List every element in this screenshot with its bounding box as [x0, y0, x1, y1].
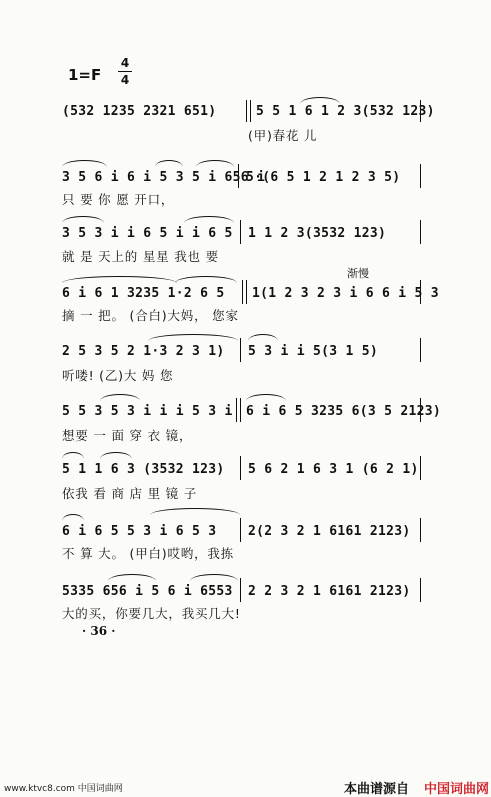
barline	[236, 398, 237, 422]
score-notes-line4-b: 1(1 2 3 2 3 i 6 6 i 5 3	[252, 286, 439, 301]
slur	[100, 452, 132, 459]
slur	[148, 334, 238, 341]
barline	[240, 220, 241, 244]
slur	[62, 160, 107, 167]
score-notes-line1-a: (532 1235 2321 651)	[62, 104, 217, 119]
slur	[62, 452, 84, 459]
time-signature-line	[118, 71, 132, 72]
slur	[100, 394, 140, 401]
barline	[420, 578, 421, 602]
score-notes-line3-b: 1 1 2 3(3532 123)	[248, 226, 387, 241]
slur	[62, 276, 177, 283]
barline	[420, 164, 421, 188]
barline	[246, 280, 247, 304]
slur	[62, 216, 104, 223]
barline	[240, 456, 241, 480]
lyrics-line5: 听喽! (乙)大 妈 您	[62, 368, 174, 383]
barline	[246, 100, 247, 122]
slur	[150, 508, 240, 515]
key-signature: 1=F	[68, 66, 102, 84]
score-notes-line4-a: 6 i 6 1 3235 1·2 6 5	[62, 286, 225, 301]
slur	[108, 574, 156, 581]
score-notes-line2-b: 5·(6 5 1 2 1 2 3 5)	[246, 170, 401, 185]
time-signature-top: 4	[120, 56, 130, 70]
tempo-annotation: 渐慢	[347, 267, 369, 280]
barline	[240, 578, 241, 602]
score-notes-line1-b: 5 5 1 6 1 2 3(532 123)	[256, 104, 435, 119]
barline	[240, 518, 241, 542]
page-number: · 36 ·	[82, 624, 116, 638]
lyrics-line2: 只 要 你 愿 开口，	[62, 192, 175, 207]
score-notes-line3-a: 3 5 3 i i 6 5 i i 6 5	[62, 226, 233, 241]
barline	[420, 398, 421, 422]
score-notes-line9-b: 2 2 3 2 1 6161 2123)	[248, 584, 411, 599]
score-notes-line8-a: 6 i 6 5 5 3 i 6 5 3	[62, 524, 217, 539]
score-notes-line9-a: 5335 656 i 5 6 i 6553	[62, 584, 233, 599]
score-notes-line6-a: 5 5 3 5 3 i i i 5 3 i	[62, 404, 233, 419]
barline	[420, 456, 421, 480]
score-notes-line5-a: 2 5 3 5 2 1·3 2 3 1)	[62, 344, 225, 359]
barline	[420, 338, 421, 362]
score-notes-line7-b: 5 6 2 1 6 3 1 (6 2 1)	[248, 462, 419, 477]
footer-brand-logo[interactable]: 中国词曲网	[424, 782, 490, 797]
barline	[420, 100, 421, 122]
lyrics-line8: 不 算 大。 (甲白)哎哟，我拣	[62, 546, 234, 561]
barline	[420, 518, 421, 542]
barline	[420, 280, 421, 304]
lyrics-line9: 大的买，你要几大，我买几大!	[62, 606, 241, 621]
slur	[190, 574, 238, 581]
barline	[240, 398, 241, 422]
slur	[248, 334, 278, 341]
time-signature	[118, 56, 132, 87]
footer-site-label: www.ktvc8.com 中国词曲网	[4, 784, 123, 794]
score-notes-line8-b: 2(2 3 2 1 6161 2123)	[248, 524, 411, 539]
slur	[246, 394, 286, 401]
lyrics-line6: 想要 一 面 穿 衣 镜，	[62, 428, 193, 443]
score-notes-line6-b: 6 i 6 5 3235 6(3 5 2123)	[246, 404, 442, 419]
barline	[242, 280, 243, 304]
slur	[155, 160, 183, 167]
time-signature-bottom: 4	[120, 73, 130, 87]
barline	[240, 338, 241, 362]
barline	[420, 220, 421, 244]
score-notes-line2-a: 3 5 6 i 6 i 5 3 5 i 656 i	[62, 170, 266, 185]
slur	[184, 216, 234, 223]
lyrics-line1: (甲)春花 儿	[248, 128, 318, 143]
slur	[175, 276, 237, 283]
barline	[250, 100, 251, 122]
score-notes-line7-a: 5 1 1 6 3 (3532 123)	[62, 462, 225, 477]
lyrics-line4: 摘 一 把。 (合白)大妈， 您家	[62, 308, 239, 323]
lyrics-line7: 依我 看 商 店 里 镜 子	[62, 486, 198, 501]
slur	[300, 97, 340, 104]
score-notes-line5-b: 5 3 i i 5(3 1 5)	[248, 344, 379, 359]
slur	[62, 514, 84, 521]
lyrics-line3: 就 是 天上的 星星 我也 要	[62, 249, 219, 264]
barline	[238, 164, 239, 188]
slur	[196, 160, 234, 167]
footer-source-label: 本曲谱源自	[344, 782, 410, 797]
